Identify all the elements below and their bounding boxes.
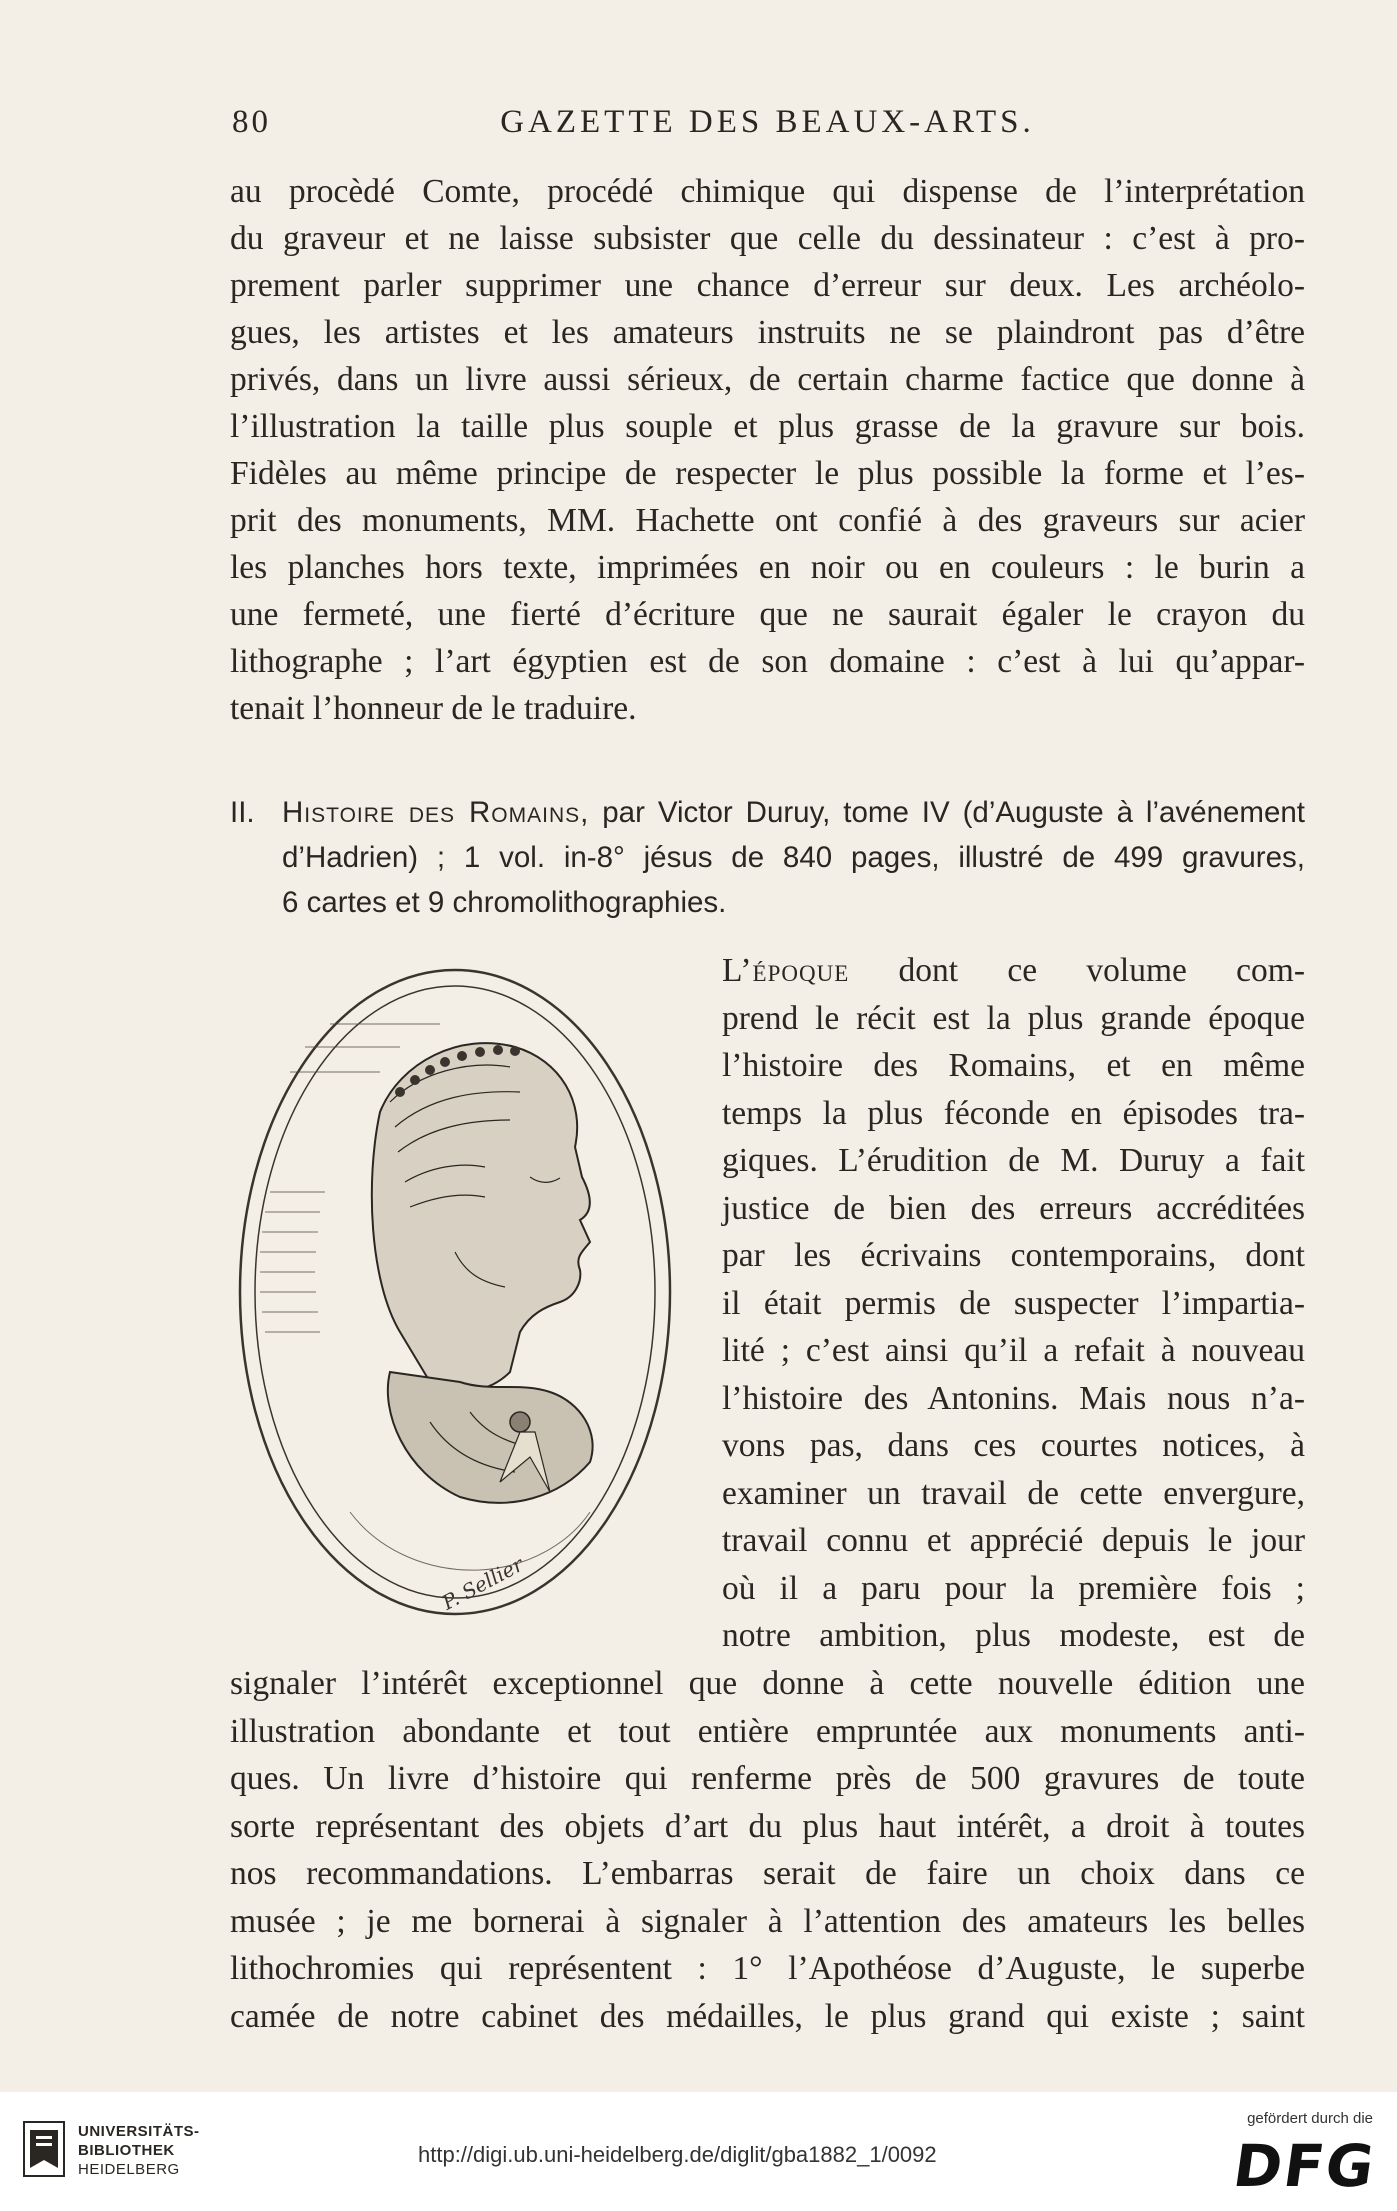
- text-line: où il a paru pour la première fois ;: [722, 1569, 1305, 1607]
- text-line: ques. Un livre d’histoire qui renferme près de 500 gravures de toute: [230, 1760, 1305, 1797]
- text-line: gues, les artistes et les amateurs instruits ne se plaindront pas d’être: [230, 314, 1305, 351]
- text-line: notre ambition, plus modeste, est de: [722, 1617, 1305, 1654]
- text-line: une fermeté, une fierté d’écriture que ne saurait égaler le crayon du: [230, 596, 1305, 633]
- text-line: camée de notre cabinet des médailles, le plus grand qui existe ; saint: [230, 1997, 1305, 2035]
- text-line: prit des monuments, MM. Hachette ont confié à des graveurs sur acier: [230, 502, 1305, 539]
- text-line: sorte représentant des objets d’art du plus haut intérêt, a droit à toutes: [230, 1807, 1305, 1845]
- running-header: [230, 104, 1305, 150]
- artist-signature: P. Sellier: [438, 1552, 528, 1615]
- text-line: prement parler supprimer une chance d’erreur sur deux. Les archéolo-: [230, 267, 1305, 304]
- text-line-rest: dont ce volume com-: [849, 952, 1305, 989]
- text-line: vons pas, dans ces courtes notices, à: [722, 1427, 1305, 1464]
- text-line: au procèdé Comte, procédé chimique qui dispense de l’interprétation: [230, 173, 1305, 210]
- journal-title: GAZETTE DES BEAUX-ARTS.: [500, 104, 1035, 140]
- funded-by-label: gefördert durch die: [1247, 2110, 1373, 2127]
- text-line: [722, 947, 1305, 995]
- library-name-line: BIBLIOTHEK: [78, 2142, 175, 2159]
- entry-line-1: [230, 790, 1305, 835]
- text-line: l’illustration la taille plus souple et plus grasse de la gravure sur bois.: [230, 408, 1305, 445]
- entry-number: II.: [230, 796, 255, 829]
- library-name-line: HEIDELBERG: [78, 2161, 180, 2178]
- text-line: par les écrivains contemporains, dont: [722, 1237, 1305, 1274]
- text-line: nos recommandations. L’embarras serait de faire un choix dans ce: [230, 1855, 1305, 1892]
- text-line: signaler l’intérêt exceptionnel que donne à cette nouvelle édition une: [230, 1665, 1305, 1702]
- entry-line-2: d’Hadrien) ; 1 vol. in-8° jésus de 840 pages, illustré de 499 gravures,: [282, 841, 1305, 874]
- paragraph-3: [230, 1660, 1305, 2040]
- dfg-logo: DFG: [1228, 2132, 1380, 2200]
- text-line: tenait l’honneur de le traduire.: [230, 690, 637, 727]
- drop-initial-word: L’époque: [722, 952, 850, 989]
- cameo-portrait-icon: [230, 952, 690, 1642]
- library-name-line: UNIVERSITÄTS-: [78, 2123, 200, 2140]
- text-line: l’histoire des Antonins. Mais nous n’a-: [722, 1379, 1305, 1417]
- paragraph-2-wrapped: [722, 947, 1305, 1660]
- page-number: 80: [232, 104, 271, 140]
- text-line: musée ; je me bornerai à signaler à l’attention des amateurs les belles: [230, 1902, 1305, 1940]
- text-line: lithochromies qui représentent : 1° l’Apothéose d’Auguste, le superbe: [230, 1950, 1305, 1987]
- entry-line-1-rest: par Victor Duruy, tome IV (d’Auguste à l’avénement: [589, 796, 1305, 829]
- entry-title: Histoire des Romains,: [282, 796, 590, 829]
- university-library-logo-icon: [22, 2120, 66, 2178]
- text-line: travail connu et apprécié depuis le jour: [722, 1522, 1305, 1559]
- text-line: illustration abondante et tout entière empruntée aux monuments anti-: [230, 1712, 1305, 1750]
- text-line: giques. L’érudition de M. Duruy a fait: [722, 1142, 1305, 1179]
- digitization-footer: [0, 2092, 1397, 2211]
- text-line: lité ; c’est ainsi qu’il a refait à nouveau: [722, 1332, 1305, 1369]
- text-line: du graveur et ne laisse subsister que celle du dessinateur : c’est à pro-: [230, 220, 1305, 257]
- entry-line-3: 6 cartes et 9 chromolithographies.: [282, 886, 727, 919]
- text-line: temps la plus féconde en épisodes tra-: [722, 1094, 1305, 1132]
- library-name: [78, 2122, 200, 2179]
- text-line: prend le récit est la plus grande époque: [722, 999, 1305, 1037]
- text-line: il était permis de suspecter l’impartia-: [722, 1284, 1305, 1322]
- text-line: examiner un travail de cette envergure,: [722, 1474, 1305, 1512]
- bibliographic-entry: [230, 790, 1305, 925]
- text-line: lithographe ; l’art égyptien est de son domaine : c’est à lui qu’appar-: [230, 643, 1305, 680]
- permalink[interactable]: http://digi.ub.uni-heidelberg.de/diglit/gba1882_1/0092: [418, 2142, 937, 2167]
- text-line: l’histoire des Romains, et en même: [722, 1047, 1305, 1084]
- cameo-portrait-figure: [230, 952, 690, 1642]
- text-line: les planches hors texte, imprimées en noir ou en couleurs : le burin a: [230, 549, 1305, 586]
- text-line: Fidèles au même principe de respecter le plus possible la forme et l’es-: [230, 455, 1305, 492]
- paragraph-1: [230, 168, 1305, 732]
- text-line: privés, dans un livre aussi sérieux, de certain charme factice que donne à: [230, 361, 1305, 398]
- text-line: justice de bien des erreurs accréditées: [722, 1189, 1305, 1227]
